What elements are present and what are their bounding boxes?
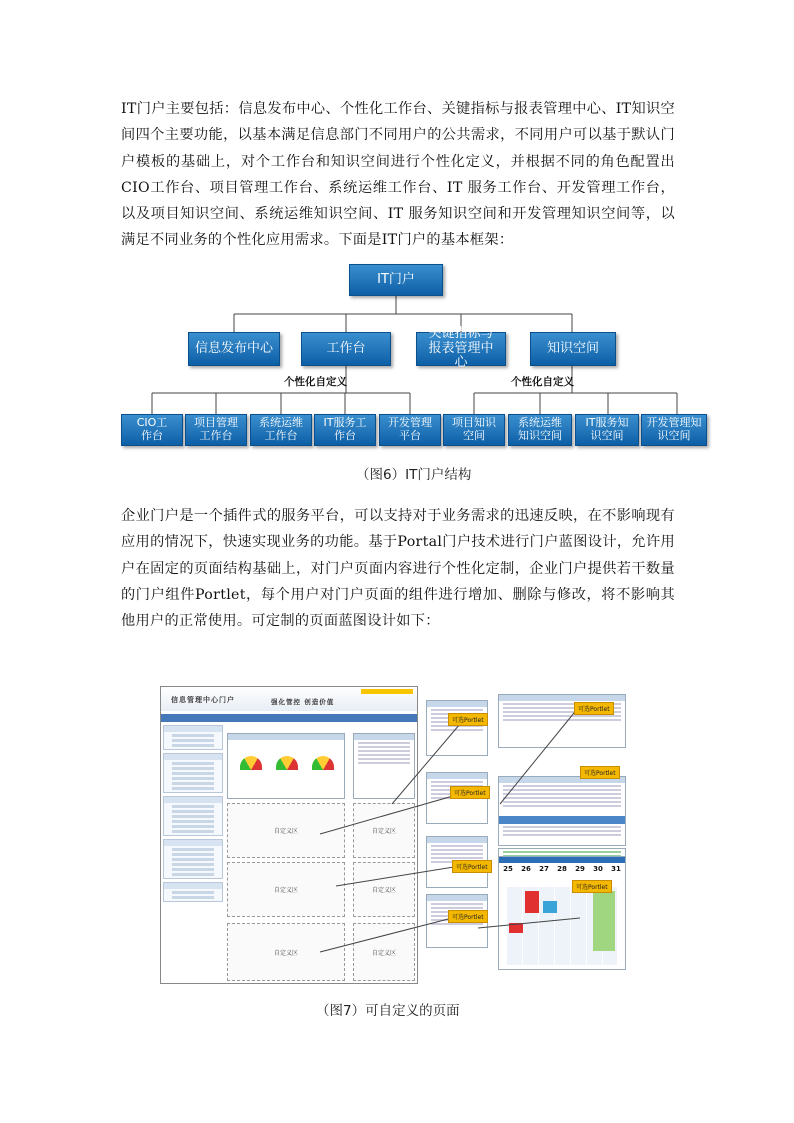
calendar-day: 25 (503, 865, 513, 873)
node-dev-knowledge: 开发管理知识空间 (641, 414, 707, 446)
custom-area: 自定义区 (227, 862, 345, 917)
figure6-caption: （图6）IT门户结构 (356, 467, 472, 483)
custom-area: 自定义区 (353, 923, 415, 981)
custom-area: 自定义区 (227, 923, 345, 981)
calendar-day: 27 (539, 865, 549, 873)
portal-paragraph: 企业门户是一个插件式的服务平台，可以支持对于业务需求的迅速反映，在不影响现有应用的情况下，快速实现业务的功能。基于Portal门户技术进行门户蓝图设计，允许用户在固定的页面结构基础上，对门户页面内容进行个性化定制，企业门户提供若干数量的门户组件Portlet，每个用户对门户页面的组件进行增加、删除与修改，将不影响其他用户的正常使用。可定制的页面蓝图设计如下： (121, 508, 675, 630)
calendar-day: 31 (611, 865, 621, 873)
optional-portlet-tag: 可选Portlet (580, 766, 620, 779)
node-knowledge-space: 知识空间 (530, 332, 616, 366)
calendar-day: 29 (575, 865, 585, 873)
node-it-service-workbench: IT服务工作台 (314, 414, 376, 446)
calendar-day: 30 (593, 865, 603, 873)
node-project-knowledge: 项目知识空间 (443, 414, 505, 446)
optional-portlet-tag: 可选Portlet (574, 702, 614, 715)
optional-portlet-tag: 可选Portlet (452, 860, 492, 873)
portlet-connectors (160, 686, 634, 986)
node-ops-knowledge: 系统运维知识空间 (508, 414, 572, 446)
custom-area: 自定义区 (353, 862, 415, 917)
optional-portlet-tag: 可选Portlet (448, 910, 488, 923)
diagram-connectors (0, 0, 794, 470)
custom-label-right: 个性化自定义 (511, 376, 574, 388)
node-cio-workbench: CIO工作台 (121, 414, 183, 446)
node-kpi-report-center: 关键指标与报表管理中心 (416, 332, 506, 366)
node-workbench: 工作台 (301, 332, 391, 366)
portal-title: 信息管理中心门户 (171, 696, 235, 704)
node-ops-workbench: 系统运维工作台 (250, 414, 312, 446)
node-dev-platform: 开发管理平台 (379, 414, 441, 446)
customizable-page-figure (160, 686, 634, 986)
optional-portlet-tag: 可选Portlet (572, 880, 612, 893)
custom-label-left: 个性化自定义 (284, 376, 347, 388)
calendar-day: 26 (521, 865, 531, 873)
custom-area: 自定义区 (227, 803, 345, 858)
node-info-center: 信息发布中心 (188, 332, 280, 366)
calendar-day: 28 (557, 865, 567, 873)
optional-portlet-tag: 可选Portlet (448, 713, 488, 726)
portal-slogan: 强化管控 创造价值 (271, 698, 335, 706)
node-project-workbench: 项目管理工作台 (185, 414, 247, 446)
node-it-service-knowledge: IT服务知识空间 (575, 414, 639, 446)
intro-paragraph: IT门户主要包括：信息发布中心、个性化工作台、关键指标与报表管理中心、IT知识空间四个主要功能，以基本满足信息部门不同用户的公共需求，不同用户可以基于默认门户模板的基础上，对个工作台和知识空间进行个性化定义，并根据不同的角色配置出CIO工作台、项目管理工作台、系统运维工作台、IT 服务工作台、开发管理工作台，以及项目知识空间、系统运维知识空间、IT 服务知识空间和开发管理知识空间等，以满足不同业务的个性化应用需求。下面是IT门户的基本框架： (121, 101, 675, 249)
custom-area: 自定义区 (353, 803, 415, 858)
figure7-caption: （图7）可自定义的页面 (316, 1003, 460, 1019)
optional-portlet-tag: 可选Portlet (450, 786, 490, 799)
node-it-portal: IT门户 (349, 264, 443, 296)
